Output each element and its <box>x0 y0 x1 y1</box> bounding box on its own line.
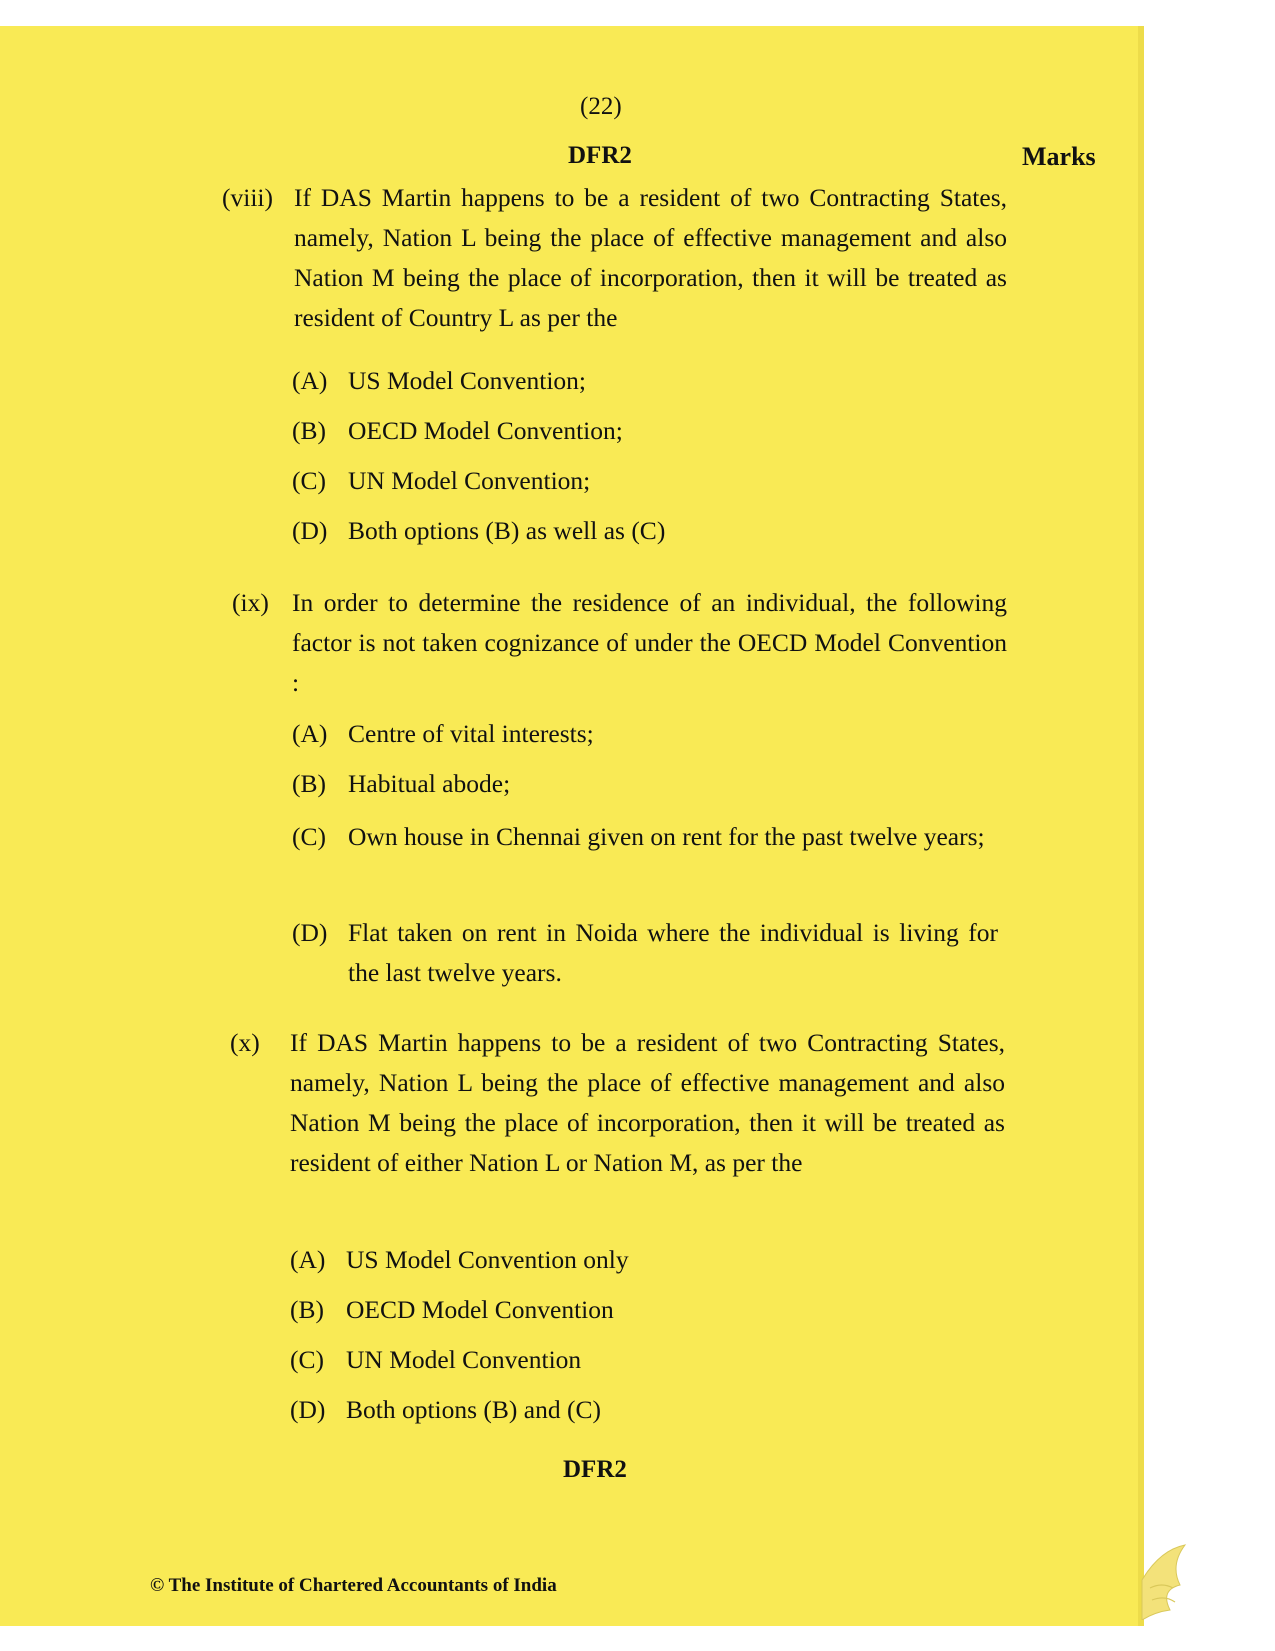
question-number: (viii) <box>222 183 273 212</box>
question-text: If DAS Martin happens to be a resident of two Contracting States, namely, Nation L being the place of effective management and also Nation M being the place of incorporation, then it will be treated as resident of either Nation L or Nation M, as per the <box>290 1028 1005 1177</box>
copyright-footer: © The Institute of Chartered Accountants of India <box>150 1575 557 1596</box>
paper-edge <box>1138 26 1144 1626</box>
question-text: If DAS Martin happens to be a resident of two Contracting States, namely, Nation L being the place of effective management and also Nation M being the place of incorporation, then it will be treated as resident of Country L as per the <box>294 183 1007 332</box>
question-number: (ix) <box>232 588 269 617</box>
paper-code-top: DFR2 <box>568 142 632 169</box>
page-curl-icon <box>1140 1540 1200 1620</box>
paper-code-bottom: DFR2 <box>563 1456 627 1483</box>
marks-heading: Marks <box>1022 142 1096 171</box>
question-number: (x) <box>230 1028 260 1057</box>
question-text: In order to determine the residence of an individual, the following factor is not taken cognizance of under the OECD Model Convention : <box>292 588 1007 697</box>
page-number: (22) <box>580 93 622 120</box>
